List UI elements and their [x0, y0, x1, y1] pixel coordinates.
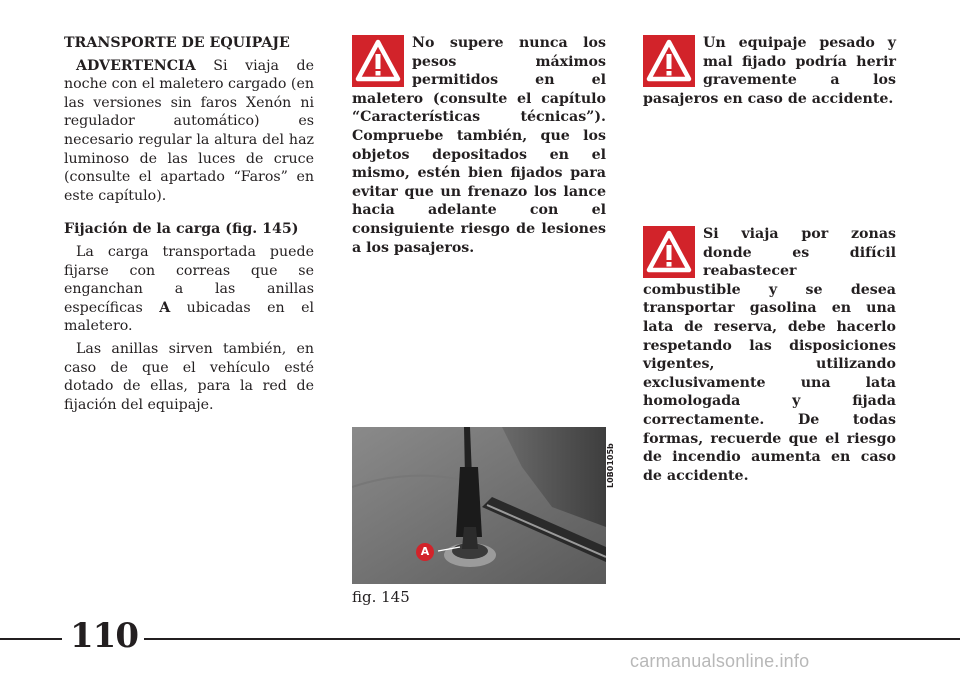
watermark: carmanualsonline.info	[630, 651, 810, 671]
section-heading: TRANSPORTE DE EQUIPAJE	[64, 35, 290, 51]
middle-warning-text: No supere nunca los pesos máximos permitidos en el maletero (consulte el capítulo “Características técnicas”). Compruebe también, que los objetos depositados en el mismo, estén bien fijados para evitar que un frenazo los lance hacia adelante con el consiguiente riesgo de lesiones a los pasajeros.	[352, 35, 606, 256]
trunk-photo	[352, 427, 606, 584]
right-warning-text-2: Si viaja por zonas donde es difícil reabastecer combustible y se desea transportar gasolina en una lata de reserva, debe hacerlo respetando las disposiciones vigentes, utilizando exclusivamente una lata homologada y fijada correctamente. De todas formas, recuerde que el riesgo de incendio aumenta en caso de accidente.	[643, 226, 896, 484]
figure-caption: fig. 145	[352, 588, 410, 606]
advertencia-label: ADVERTENCIA	[76, 57, 196, 74]
footer-rule-left	[0, 638, 62, 640]
right-warning-block-2	[643, 225, 896, 485]
left-column	[64, 34, 314, 414]
figure-code: L0B0105b	[606, 443, 615, 488]
body-paragraph-2: Las anillas sirven también, en caso de que el vehículo esté dotado de ellas, para la red de fijación del equipaje.	[64, 340, 314, 413]
right-warning-block-1	[643, 34, 896, 108]
para1-ref-a: A	[159, 299, 171, 316]
advertencia-text: Si viaja de noche con el maletero cargado (en las versiones sin faros Xenón ni regulador automático) es necesario regular la altura del haz luminoso de las luces de cruce (consulte el apartado “Faros” en este capítulo).	[64, 57, 314, 204]
footer-rule-right	[128, 638, 960, 640]
body-paragraph-1	[64, 243, 314, 336]
figure-callout-a: A	[416, 543, 434, 561]
page-number: 110	[64, 616, 144, 656]
middle-warning-block	[352, 34, 606, 257]
advertencia-paragraph	[64, 57, 314, 206]
para1-start: La carga transportada puede fijarse con correas que se enganchan a las anillas específicas	[64, 243, 314, 316]
para1-end: ubicadas en el maletero.	[64, 299, 315, 335]
subheading: Fijación de la carga (fig. 145)	[64, 221, 299, 238]
right-warning-text-1: Un equipaje pesado y mal fijado podría herir gravemente a los pasajeros en caso de accidente.	[643, 35, 896, 107]
